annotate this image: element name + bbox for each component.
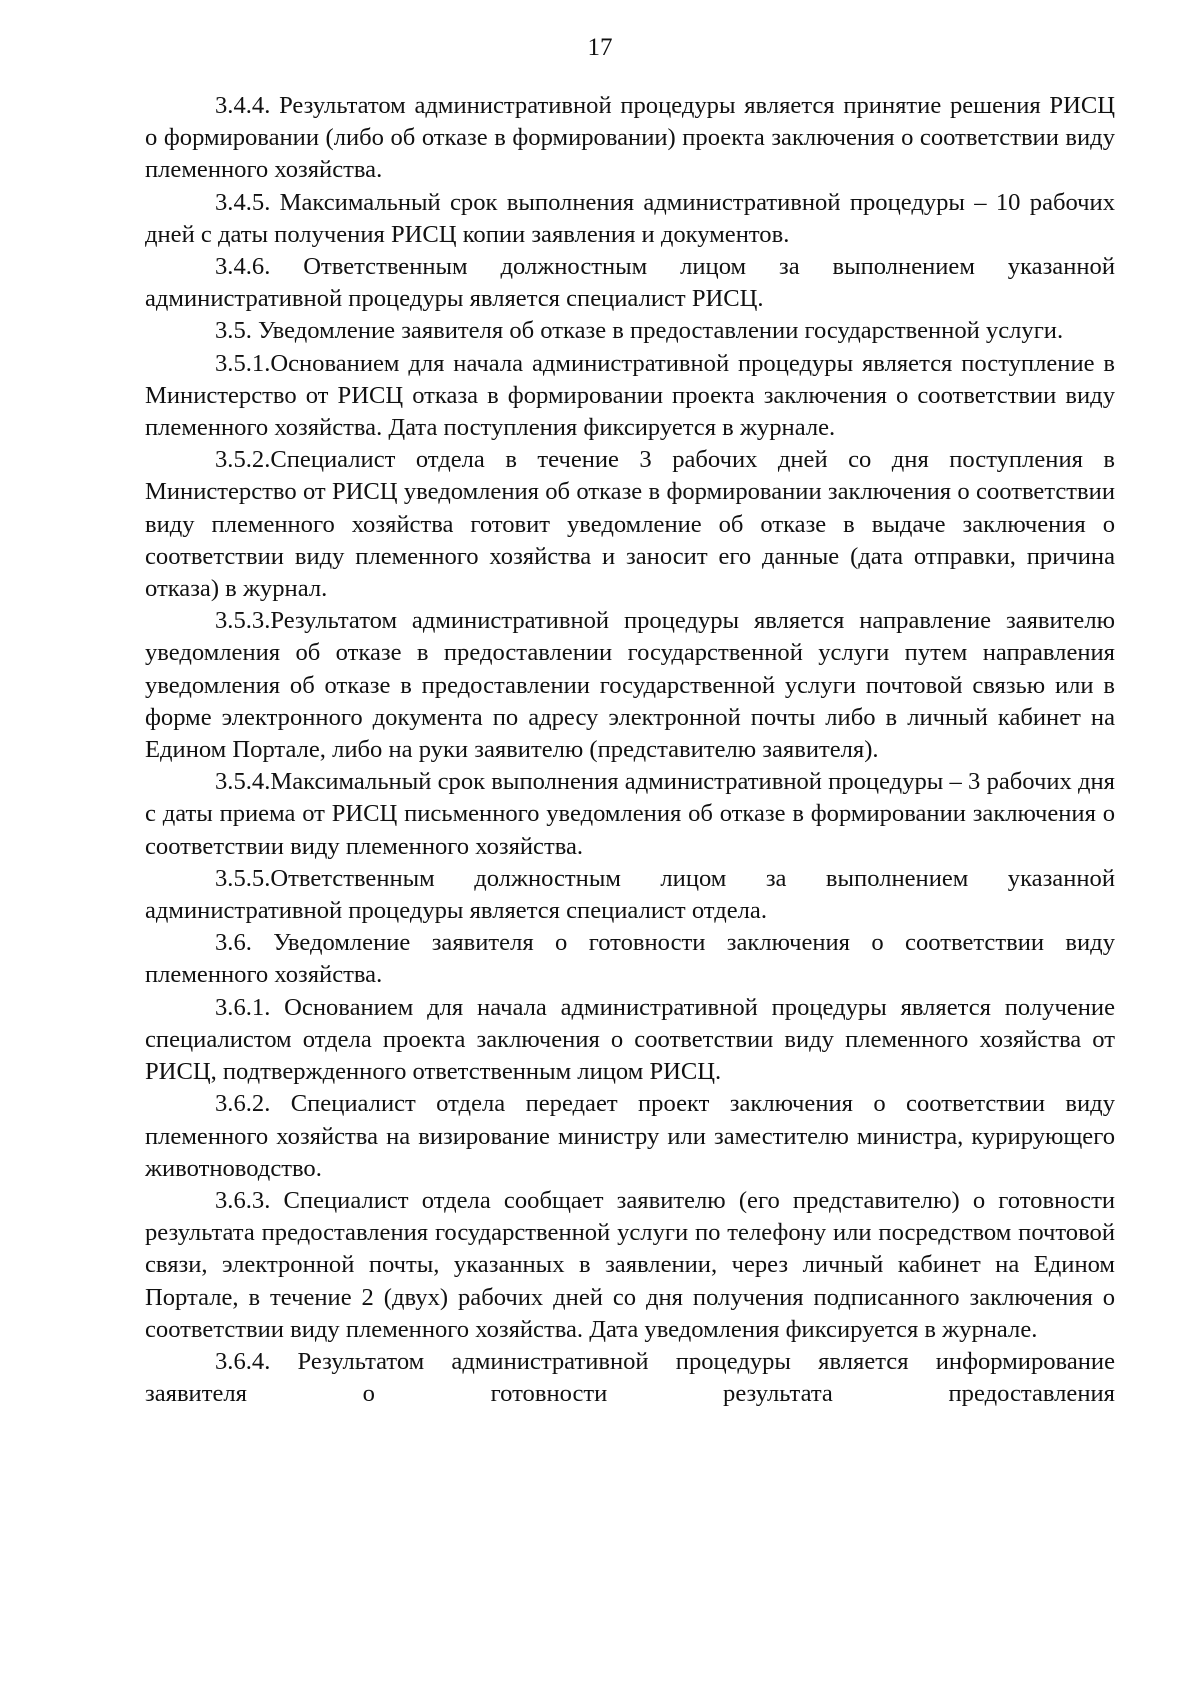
paragraph-3-5-4: 3.5.4.Максимальный срок выполнения административной процедуры – 3 рабочих дня с даты приема от РИСЦ письменного уведомления об отказе в формировании заключения о соответствии виду племенного хозяйства. (145, 768, 1115, 860)
paragraph-3-6-3: 3.6.3. Специалист отдела сообщает заявителю (его представителю) о готовности результата предоставления государственной услуги по телефону или посредством почтовой связи, электронной почты, указанных в заявлении, через личный кабинет на Едином Портале, в течение 2 (двух) рабочих дней со дня получения подписанного заключения о соответствии виду племенного хозяйства. Дата уведомления фиксируется в журнале. (145, 1186, 1115, 1343)
section-heading-3-6: 3.6. Уведомление заявителя о готовности заключения о соответствии виду племенного хозяйства. (145, 929, 1115, 989)
paragraph-3-5-1: 3.5.1.Основанием для начала административной процедуры является поступление в Министерство от РИСЦ отказа в формировании проекта заключения о соответствии виду племенного хозяйства. Дата поступления фиксируется в журнале. (145, 349, 1115, 442)
paragraph-3-4-5: 3.4.5. Максимальный срок выполнения административной процедуры – 10 рабочих дней с даты получения РИСЦ копии заявления и документов. (145, 188, 1115, 248)
paragraph-3-6-1: 3.6.1. Основанием для начала административной процедуры является получение специалистом отдела проекта заключения о соответствии виду племенного хозяйства от РИСЦ, подтвержденного ответственным лицом РИСЦ. (145, 993, 1115, 1086)
paragraph-3-5-5: 3.5.5.Ответственным должностным лицом за выполнением указанной административной процедуры является специалист отдела. (145, 864, 1115, 925)
paragraph-3-4-6: 3.4.6. Ответственным должностным лицом за выполнением указанной административной процедуры является специалист РИСЦ. (145, 253, 1115, 313)
document-body (145, 90, 1115, 1410)
page-number: 17 (587, 34, 613, 61)
section-heading-3-5: 3.5. Уведомление заявителя об отказе в предоставлении государственной услуги. (215, 317, 1064, 345)
paragraph-3-5-2: 3.5.2.Специалист отдела в течение 3 рабочих дней со дня поступления в Министерство от РИСЦ уведомления об отказе в формировании заключения о соответствии виду племенного хозяйства готовит уведомление об отказе в выдаче заключения о соответствии виду племенного хозяйства и заносит его данные (дата отправки, причина отказа) в журнал. (145, 446, 1115, 603)
paragraph-3-6-4: 3.6.4. Результатом административной процедуры является информирование заявителя о готовности результата предоставления (145, 1347, 1115, 1408)
paragraph-3-6-2: 3.6.2. Специалист отдела передает проект заключения о соответствии виду племенного хозяйства на визирование министру или заместителю министра, курирующего животноводство. (145, 1090, 1115, 1182)
paragraph-3-4-4: 3.4.4. Результатом административной процедуры является принятие решения РИСЦ о формировании (либо об отказе в формировании) проекта заключения о соответствии виду племенного хозяйства. (145, 92, 1115, 184)
paragraph-3-5-3: 3.5.3.Результатом административной процедуры является направление заявителю уведомления об отказе в предоставлении государственной услуги путем направления уведомления об отказе в предоставлении государственной услуги почтовой связью или в форме электронного документа по адресу электронной почты либо в личный кабинет на Едином Портале, либо на руки заявителю (представителю заявителя). (145, 607, 1115, 764)
